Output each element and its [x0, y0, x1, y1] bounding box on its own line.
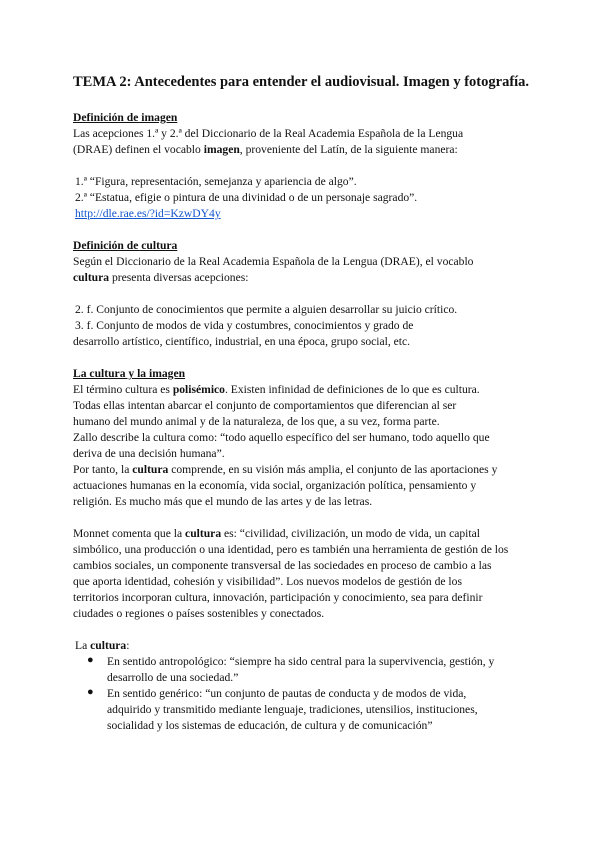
definition-item: 2. f. Conjunto de conocimientos que permite a alguien desarrollar su juicio crítico. — [75, 303, 458, 316]
paragraph-line: cultura presenta diversas acepciones: — [73, 271, 249, 284]
definition-item: 3. f. Conjunto de modos de vida y costumbres, conocimientos y grado de — [75, 319, 414, 332]
link-line — [73, 206, 533, 222]
bold-term: cultura — [185, 527, 222, 540]
paragraph-line: actuaciones humanas en la economía, vida social, organización política, pensamiento y — [73, 479, 477, 492]
paragraph-line: simbólico, una producción o una identidad, pero es también una herramienta de gestión de los — [73, 543, 509, 556]
rae-link[interactable]: http://dle.rae.es/?id=KzwDY4y — [75, 207, 221, 220]
paragraph-line: Las acepciones 1.ª y 2.ª del Diccionario de la Real Academia Española de la Lengua — [73, 127, 464, 140]
bold-term: cultura — [132, 463, 169, 476]
paragraph-line: Zallo describe la cultura como: “todo aquello específico del ser humano, todo aquello que — [73, 431, 490, 444]
bullet-list — [73, 654, 533, 734]
list-item: ● En sentido antropológico: “siempre ha sido central para la supervivencia, gestión, y desarrollo de una sociedad.” — [87, 654, 495, 684]
definition-item: desarrollo artístico, científico, industrial, en una época, grupo social, etc. — [73, 335, 411, 348]
bold-term: cultura — [90, 639, 127, 652]
definition-item: 1.ª “Figura, representación, semejanza y apariencia de algo”. — [75, 175, 357, 188]
paragraph-line: Por tanto, la cultura comprende, en su visión más amplia, el conjunto de las aportaciones y — [73, 463, 498, 476]
section-heading-imagen: Definición de imagen — [73, 111, 178, 124]
bold-term: imagen — [203, 143, 240, 156]
section-heading-cultura: Definición de cultura — [73, 239, 178, 252]
definition-item: 2.ª “Estatua, efigie o pintura de una divinidad o de un personaje sagrado”. — [75, 191, 418, 204]
list-item: ● En sentido genérico: “un conjunto de pautas de conducta y de modos de vida, adquirido y transmitido mediante lenguaje, tradiciones, utensilios, instituciones, socialidad y los sistemas de educación, de cultura y de comunicación” — [87, 686, 478, 732]
paragraph-line: territorios incorporan cultura, innovación, participación y conocimiento, sea para definir — [73, 591, 483, 604]
bold-term: polisémico — [172, 383, 225, 396]
bullet-icon: ● — [87, 686, 94, 698]
paragraph-line: humano del mundo animal y de la naturaleza, de los que, a su vez, forma parte. — [73, 415, 440, 428]
paragraph-line: Según el Diccionario de la Real Academia Española de la Lengua (DRAE), el vocablo — [73, 255, 474, 268]
paragraph-line: deriva de una decisión humana”. — [73, 447, 225, 460]
paragraph-line: El término cultura es polisémico. Existen infinidad de definiciones de lo que es cultura. — [73, 383, 480, 396]
paragraph-line: Todas ellas intentan abarcar el conjunto de comportamientos que diferencian al ser — [73, 399, 457, 412]
paragraph-line: religión. Es mucho más que el mundo de las artes y de las letras. — [73, 495, 373, 508]
paragraph-line: (DRAE) definen el vocablo imagen, proveniente del Latín, de la siguiente manera: — [73, 143, 458, 156]
paragraph-line: ciudades o regiones o países sostenibles y conectados. — [73, 607, 325, 620]
document-page — [73, 73, 533, 734]
paragraph-line: Monnet comenta que la cultura es: “civilidad, civilización, un modo de vida, un capital — [73, 527, 480, 540]
bullet-icon: ● — [87, 654, 94, 666]
section-heading-cultura-imagen: La cultura y la imagen — [73, 367, 186, 380]
document-title: TEMA 2: Antecedentes para entender el audiovisual. Imagen y fotografía. — [73, 74, 530, 90]
paragraph-line: La cultura: — [75, 639, 130, 652]
paragraph-line: que aporta identidad, cohesión y visibilidad”. Los nuevos modelos de gestión de los — [73, 575, 462, 588]
bold-term: cultura — [73, 271, 110, 284]
paragraph-line: cambios sociales, un componente transversal de las sociedades en proceso de cambio a las — [73, 559, 492, 572]
